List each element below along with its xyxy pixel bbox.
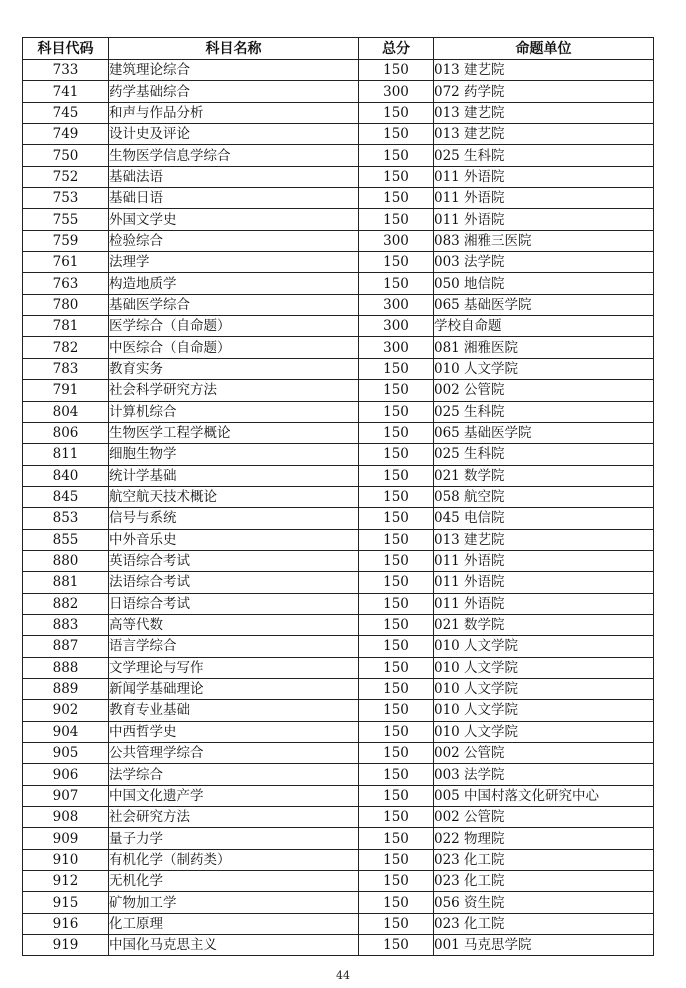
setting-unit-cell: 010 人文学院 — [434, 657, 654, 678]
total-score-cell: 150 — [359, 465, 434, 486]
subject-code-cell: 919 — [23, 935, 109, 956]
setting-unit-cell: 002 公管院 — [434, 807, 654, 828]
subject-name-cell: 航空航天技术概论 — [109, 486, 359, 507]
subject-code-cell: 806 — [23, 422, 109, 443]
table-row — [23, 81, 654, 102]
total-score-cell: 300 — [359, 337, 434, 358]
table-row — [23, 678, 654, 699]
subject-name-cell: 构造地质学 — [109, 273, 359, 294]
subject-name-cell: 法理学 — [109, 252, 359, 273]
subject-code-cell: 909 — [23, 828, 109, 849]
subject-code-cell: 755 — [23, 209, 109, 230]
subject-code-cell: 888 — [23, 657, 109, 678]
table-row — [23, 422, 654, 443]
subject-name-cell: 新闻学基础理论 — [109, 678, 359, 699]
table-row — [23, 700, 654, 721]
setting-unit-cell: 011 外语院 — [434, 209, 654, 230]
total-score-cell: 150 — [359, 529, 434, 550]
setting-unit-cell: 023 化工院 — [434, 849, 654, 870]
setting-unit-cell: 002 公管院 — [434, 380, 654, 401]
subject-code-cell: 752 — [23, 166, 109, 187]
subject-name-cell: 建筑理论综合 — [109, 60, 359, 81]
setting-unit-cell: 学校自命题 — [434, 316, 654, 337]
subject-name-cell: 中国化马克思主义 — [109, 935, 359, 956]
total-score-cell: 300 — [359, 294, 434, 315]
setting-unit-cell: 011 外语院 — [434, 572, 654, 593]
table-row — [23, 124, 654, 145]
table-row — [23, 444, 654, 465]
setting-unit-cell: 025 生科院 — [434, 444, 654, 465]
subject-code-cell: 781 — [23, 316, 109, 337]
subject-code-cell: 782 — [23, 337, 109, 358]
setting-unit-cell: 022 物理院 — [434, 828, 654, 849]
subject-name-cell: 文学理论与写作 — [109, 657, 359, 678]
total-score-cell: 150 — [359, 657, 434, 678]
subject-name-cell: 外国文学史 — [109, 209, 359, 230]
page-number: 44 — [336, 969, 350, 982]
table-row — [23, 209, 654, 230]
total-score-cell: 150 — [359, 572, 434, 593]
subject-code-cell: 750 — [23, 145, 109, 166]
total-score-cell: 150 — [359, 444, 434, 465]
setting-unit-cell: 002 公管院 — [434, 743, 654, 764]
setting-unit-cell: 013 建艺院 — [434, 60, 654, 81]
total-score-cell: 150 — [359, 60, 434, 81]
subject-name-cell: 公共管理学综合 — [109, 743, 359, 764]
subject-name-cell: 法学综合 — [109, 764, 359, 785]
total-score-cell: 150 — [359, 871, 434, 892]
table-row — [23, 188, 654, 209]
setting-unit-cell: 010 人文学院 — [434, 678, 654, 699]
setting-unit-cell: 003 法学院 — [434, 764, 654, 785]
subject-name-cell: 基础医学综合 — [109, 294, 359, 315]
header-setting-unit: 命题单位 — [434, 38, 654, 60]
subject-name-cell: 计算机综合 — [109, 401, 359, 422]
setting-unit-cell: 025 生科院 — [434, 145, 654, 166]
subject-code-cell: 840 — [23, 465, 109, 486]
table-row — [23, 337, 654, 358]
setting-unit-cell: 005 中国村落文化研究中心 — [434, 785, 654, 806]
total-score-cell: 150 — [359, 913, 434, 934]
table-row — [23, 60, 654, 81]
setting-unit-cell: 011 外语院 — [434, 188, 654, 209]
subject-name-cell: 矿物加工学 — [109, 892, 359, 913]
subject-name-cell: 药学基础综合 — [109, 81, 359, 102]
subject-name-cell: 生物医学信息学综合 — [109, 145, 359, 166]
subject-name-cell: 医学综合（自命题） — [109, 316, 359, 337]
table-row — [23, 614, 654, 635]
subject-name-cell: 教育实务 — [109, 358, 359, 379]
total-score-cell: 150 — [359, 807, 434, 828]
subject-name-cell: 中国文化遗产学 — [109, 785, 359, 806]
subject-code-cell: 753 — [23, 188, 109, 209]
subject-name-cell: 检验综合 — [109, 230, 359, 251]
subject-code-cell: 889 — [23, 678, 109, 699]
subject-code-cell: 887 — [23, 636, 109, 657]
subject-code-cell: 783 — [23, 358, 109, 379]
subject-code-cell: 733 — [23, 60, 109, 81]
subject-code-cell: 845 — [23, 486, 109, 507]
subject-name-cell: 基础法语 — [109, 166, 359, 187]
total-score-cell: 300 — [359, 230, 434, 251]
table-row — [23, 273, 654, 294]
setting-unit-cell: 023 化工院 — [434, 913, 654, 934]
subject-code-cell: 907 — [23, 785, 109, 806]
total-score-cell: 150 — [359, 700, 434, 721]
total-score-cell: 150 — [359, 486, 434, 507]
table-header-row — [23, 38, 654, 60]
subject-name-cell: 高等代数 — [109, 614, 359, 635]
total-score-cell: 150 — [359, 614, 434, 635]
setting-unit-cell: 013 建艺院 — [434, 529, 654, 550]
total-score-cell: 150 — [359, 550, 434, 571]
subject-code-cell: 906 — [23, 764, 109, 785]
total-score-cell: 300 — [359, 316, 434, 337]
header-subject-code: 科目代码 — [23, 38, 109, 60]
setting-unit-cell: 083 湘雅三医院 — [434, 230, 654, 251]
subject-name-cell: 信号与系统 — [109, 508, 359, 529]
table-row — [23, 508, 654, 529]
total-score-cell: 150 — [359, 678, 434, 699]
setting-unit-cell: 065 基础医学院 — [434, 422, 654, 443]
total-score-cell: 150 — [359, 636, 434, 657]
setting-unit-cell: 058 航空院 — [434, 486, 654, 507]
table-row — [23, 145, 654, 166]
setting-unit-cell: 045 电信院 — [434, 508, 654, 529]
setting-unit-cell: 003 法学院 — [434, 252, 654, 273]
setting-unit-cell: 050 地信院 — [434, 273, 654, 294]
total-score-cell: 300 — [359, 81, 434, 102]
table-body — [23, 60, 654, 956]
subject-code-cell: 791 — [23, 380, 109, 401]
table-row — [23, 657, 654, 678]
subject-table — [22, 37, 654, 956]
table-row — [23, 785, 654, 806]
subject-name-cell: 无机化学 — [109, 871, 359, 892]
total-score-cell: 150 — [359, 721, 434, 742]
table-row — [23, 871, 654, 892]
subject-code-cell: 904 — [23, 721, 109, 742]
table-row — [23, 166, 654, 187]
subject-name-cell: 中西哲学史 — [109, 721, 359, 742]
setting-unit-cell: 013 建艺院 — [434, 124, 654, 145]
table-row — [23, 380, 654, 401]
setting-unit-cell: 072 药学院 — [434, 81, 654, 102]
table-row — [23, 849, 654, 870]
total-score-cell: 150 — [359, 380, 434, 401]
subject-code-cell: 761 — [23, 252, 109, 273]
subject-name-cell: 教育专业基础 — [109, 700, 359, 721]
total-score-cell: 150 — [359, 145, 434, 166]
subject-code-cell: 910 — [23, 849, 109, 870]
header-subject-name: 科目名称 — [109, 38, 359, 60]
setting-unit-cell: 021 数学院 — [434, 614, 654, 635]
setting-unit-cell: 013 建艺院 — [434, 102, 654, 123]
total-score-cell: 150 — [359, 401, 434, 422]
subject-code-cell: 902 — [23, 700, 109, 721]
table-row — [23, 913, 654, 934]
total-score-cell: 150 — [359, 252, 434, 273]
table-row — [23, 828, 654, 849]
subject-code-cell: 741 — [23, 81, 109, 102]
subject-code-cell: 883 — [23, 614, 109, 635]
total-score-cell: 150 — [359, 102, 434, 123]
total-score-cell: 150 — [359, 764, 434, 785]
table-row — [23, 486, 654, 507]
setting-unit-cell: 011 外语院 — [434, 166, 654, 187]
setting-unit-cell: 056 资生院 — [434, 892, 654, 913]
subject-name-cell: 生物医学工程学概论 — [109, 422, 359, 443]
setting-unit-cell: 011 外语院 — [434, 593, 654, 614]
subject-name-cell: 日语综合考试 — [109, 593, 359, 614]
table-row — [23, 935, 654, 956]
setting-unit-cell: 081 湘雅医院 — [434, 337, 654, 358]
total-score-cell: 150 — [359, 209, 434, 230]
table-row — [23, 721, 654, 742]
setting-unit-cell: 010 人文学院 — [434, 358, 654, 379]
setting-unit-cell: 021 数学院 — [434, 465, 654, 486]
subject-code-cell: 905 — [23, 743, 109, 764]
total-score-cell: 150 — [359, 892, 434, 913]
setting-unit-cell: 065 基础医学院 — [434, 294, 654, 315]
subject-code-cell: 780 — [23, 294, 109, 315]
table-row — [23, 102, 654, 123]
setting-unit-cell: 011 外语院 — [434, 550, 654, 571]
setting-unit-cell: 023 化工院 — [434, 871, 654, 892]
setting-unit-cell: 010 人文学院 — [434, 700, 654, 721]
subject-code-cell: 912 — [23, 871, 109, 892]
table-row — [23, 401, 654, 422]
table-row — [23, 230, 654, 251]
total-score-cell: 150 — [359, 422, 434, 443]
total-score-cell: 150 — [359, 358, 434, 379]
subject-name-cell: 和声与作品分析 — [109, 102, 359, 123]
table-row — [23, 529, 654, 550]
subject-code-cell: 749 — [23, 124, 109, 145]
total-score-cell: 150 — [359, 508, 434, 529]
subject-code-cell: 855 — [23, 529, 109, 550]
setting-unit-cell: 025 生科院 — [434, 401, 654, 422]
table-row — [23, 593, 654, 614]
subject-name-cell: 社会研究方法 — [109, 807, 359, 828]
table-row — [23, 892, 654, 913]
total-score-cell: 150 — [359, 828, 434, 849]
subject-code-cell: 759 — [23, 230, 109, 251]
total-score-cell: 150 — [359, 166, 434, 187]
subject-name-cell: 细胞生物学 — [109, 444, 359, 465]
subject-name-cell: 英语综合考试 — [109, 550, 359, 571]
subject-code-cell: 881 — [23, 572, 109, 593]
subject-code-cell: 916 — [23, 913, 109, 934]
subject-name-cell: 社会科学研究方法 — [109, 380, 359, 401]
subject-code-cell: 804 — [23, 401, 109, 422]
table-row — [23, 465, 654, 486]
subject-name-cell: 法语综合考试 — [109, 572, 359, 593]
subject-name-cell: 中外音乐史 — [109, 529, 359, 550]
table-row — [23, 743, 654, 764]
subject-name-cell: 基础日语 — [109, 188, 359, 209]
total-score-cell: 150 — [359, 849, 434, 870]
table-row — [23, 252, 654, 273]
total-score-cell: 150 — [359, 593, 434, 614]
setting-unit-cell: 010 人文学院 — [434, 721, 654, 742]
table-row — [23, 572, 654, 593]
subject-code-cell: 763 — [23, 273, 109, 294]
subject-code-cell: 853 — [23, 508, 109, 529]
total-score-cell: 150 — [359, 188, 434, 209]
subject-name-cell: 设计史及评论 — [109, 124, 359, 145]
subject-name-cell: 量子力学 — [109, 828, 359, 849]
subject-name-cell: 语言学综合 — [109, 636, 359, 657]
subject-name-cell: 中医综合（自命题） — [109, 337, 359, 358]
header-total-score: 总分 — [359, 38, 434, 60]
table-row — [23, 316, 654, 337]
setting-unit-cell: 001 马克思学院 — [434, 935, 654, 956]
table-row — [23, 550, 654, 571]
subject-code-cell: 811 — [23, 444, 109, 465]
subject-code-cell: 882 — [23, 593, 109, 614]
table-row — [23, 294, 654, 315]
total-score-cell: 150 — [359, 743, 434, 764]
table-row — [23, 764, 654, 785]
subject-code-cell: 880 — [23, 550, 109, 571]
subject-name-cell: 化工原理 — [109, 913, 359, 934]
total-score-cell: 150 — [359, 935, 434, 956]
total-score-cell: 150 — [359, 785, 434, 806]
table-row — [23, 807, 654, 828]
total-score-cell: 150 — [359, 124, 434, 145]
subject-code-cell: 908 — [23, 807, 109, 828]
total-score-cell: 150 — [359, 273, 434, 294]
subject-code-cell: 915 — [23, 892, 109, 913]
subject-code-cell: 745 — [23, 102, 109, 123]
subject-name-cell: 统计学基础 — [109, 465, 359, 486]
setting-unit-cell: 010 人文学院 — [434, 636, 654, 657]
table-row — [23, 358, 654, 379]
subject-name-cell: 有机化学（制药类） — [109, 849, 359, 870]
table-row — [23, 636, 654, 657]
